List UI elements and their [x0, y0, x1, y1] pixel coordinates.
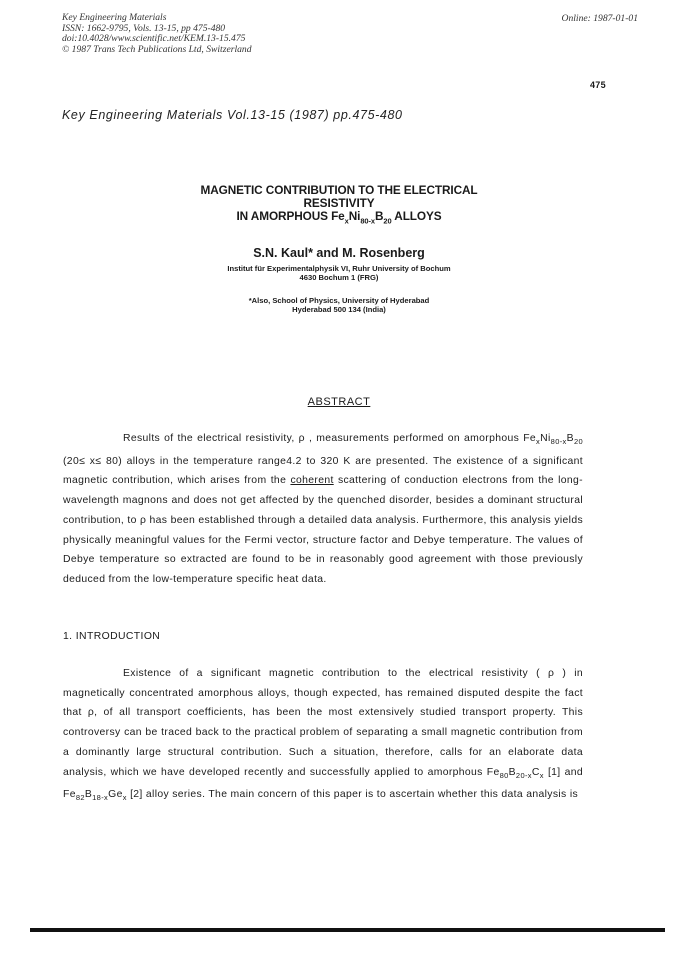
paper-title	[0, 184, 678, 227]
title-line-2: RESISTIVITY	[303, 196, 375, 210]
abstract-body: Results of the electrical resistivity, ρ , measurements performed on amorphous $Fe_xNi_{80-x}B_{20}$ (20≤ x≤ 80) alloys in the temperature range4.2 to 320 K are presented. The existence of a significant magnetic contribution, which arises from the coherent scattering of conduction electrons from the long-wavelength magnons and does not get affected by the quenched disorder, besides a dominant structural contribution, to ρ has been established through a detailed data analysis. Furthermore, this analysis yields physically meaningful values for the Fermi vector, structure factor and Debye temperature. The values of Debye temperature so extracted are found to be in reasonably good agreement with those previously deduced from the low-temperature specific heat data.	[63, 433, 583, 585]
section-heading-introduction: 1. INTRODUCTION	[63, 631, 161, 642]
authors: S.N. Kaul* and M. Rosenberg	[253, 246, 425, 260]
title-line-1: MAGNETIC CONTRIBUTION TO THE ELECTRICAL	[200, 183, 478, 197]
affiliation: Institut für Experimentalphysik VI, Ruhr University of Bochum 4630 Bochum 1 (FRG)	[227, 264, 451, 283]
citation-header	[62, 13, 252, 55]
doi-link[interactable]: doi:10.4028/www.scientific.net/KEM.13-15.475	[62, 33, 246, 45]
issn-line: ISSN: 1662-9795, Vols. 13-15, pp 475-480	[62, 22, 226, 34]
online-date: Online: 1987-01-01	[561, 13, 638, 24]
page-number: 475	[590, 80, 606, 90]
page-bottom-rule	[30, 928, 665, 932]
author-footnote: *Also, School of Physics, University of Hyderabad Hyderabad 500 134 (India)	[248, 296, 430, 315]
title-line-3: IN AMORPHOUS $Fe_xNi_{80-x}B_{20}$ ALLOYS	[236, 209, 442, 226]
journal-line: Key Engineering Materials Vol.13-15 (1987) pp.475-480	[62, 108, 403, 122]
introduction-body: Existence of a significant magnetic contribution to the electrical resistivity ( ρ ) in magnetically concentrated amorphous alloys, though expected, has remained disputed despite the fact that ρ, of all transport coefficients, has been the most extensively studied transport property. This controversy can be traced back to the practical problem of separating a small magnetic contribution from a dominantly large structural contribution. Such a situation, therefore, calls for an elaborate data analysis, which we have developed recently and successfully applied to amorphous $Fe_{80}B_{20-x}C_x$ [1] and $Fe_{82}B_{18-x}Ge_x$ [2] alloy series. The main concern of this paper is to ascertain whether this data analysis is	[63, 668, 583, 803]
abstract-heading: ABSTRACT	[307, 396, 371, 408]
copyright-line: © 1987 Trans Tech Publications Ltd, Switzerland	[62, 43, 252, 55]
journal-name: Key Engineering Materials	[62, 12, 167, 23]
